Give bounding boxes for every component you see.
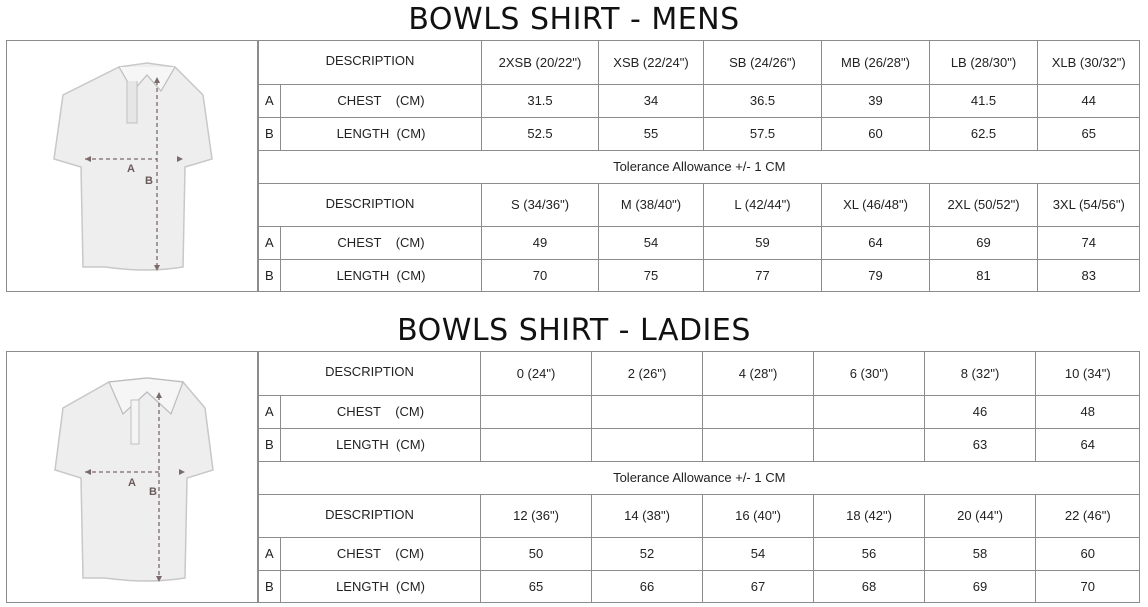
size-header: XLB (30/32") — [1038, 41, 1140, 84]
size-header: 18 (42") — [814, 494, 925, 537]
ladies-size-chart — [6, 351, 1140, 603]
table-header-row — [259, 183, 1140, 226]
measure-b-label: B — [145, 175, 153, 187]
table-cell: 75 — [599, 259, 704, 292]
table-cell: 74 — [1038, 226, 1140, 259]
table-cell — [814, 395, 925, 428]
size-header: 4 (28") — [703, 352, 814, 395]
table-row — [259, 537, 1140, 570]
table-cell: 69 — [925, 570, 1036, 603]
row-label: CHEST (CM) — [281, 84, 482, 117]
table-cell: 64 — [1036, 428, 1140, 461]
row-label: LENGTH (CM) — [281, 570, 481, 603]
table-cell: 60 — [822, 117, 930, 150]
row-letter: A — [259, 226, 281, 259]
row-label: CHEST (CM) — [281, 537, 481, 570]
table-row — [259, 570, 1140, 603]
table-cell: 56 — [814, 537, 925, 570]
table-header-row — [259, 41, 1140, 84]
size-header: 2 (26") — [592, 352, 703, 395]
table-cell: 59 — [704, 226, 822, 259]
mens-size-table — [258, 41, 1140, 292]
ladies-title: BOWLS SHIRT - LADIES — [397, 313, 751, 348]
row-label: LENGTH (CM) — [281, 428, 481, 461]
table-cell: 48 — [1036, 395, 1140, 428]
table-cell: 64 — [822, 226, 930, 259]
size-header: XSB (22/24") — [599, 41, 704, 84]
table-cell: 44 — [1038, 84, 1140, 117]
table-cell: 66 — [592, 570, 703, 603]
row-letter: A — [259, 395, 281, 428]
tolerance-note: Tolerance Allowance +/- 1 CM — [259, 150, 1140, 183]
size-header: 22 (46") — [1036, 494, 1140, 537]
row-letter: B — [259, 117, 281, 150]
row-label: LENGTH (CM) — [281, 117, 482, 150]
table-cell: 65 — [481, 570, 592, 603]
table-cell — [481, 395, 592, 428]
description-header: DESCRIPTION — [259, 352, 481, 395]
mens-title: BOWLS SHIRT - MENS — [408, 2, 740, 37]
table-cell: 57.5 — [704, 117, 822, 150]
measure-a-label: A — [127, 163, 135, 175]
tolerance-note: Tolerance Allowance +/- 1 CM — [259, 461, 1140, 494]
polo-shirt-illustration — [7, 41, 257, 291]
table-cell: 67 — [703, 570, 814, 603]
table-cell — [814, 428, 925, 461]
table-cell: 34 — [599, 84, 704, 117]
size-header: M (38/40") — [599, 183, 704, 226]
row-letter: B — [259, 570, 281, 603]
row-letter: B — [259, 259, 281, 292]
table-cell: 49 — [482, 226, 599, 259]
table-cell: 83 — [1038, 259, 1140, 292]
table-cell: 41.5 — [930, 84, 1038, 117]
table-cell: 77 — [704, 259, 822, 292]
size-header: LB (28/30") — [930, 41, 1038, 84]
table-cell: 46 — [925, 395, 1036, 428]
table-cell: 70 — [1036, 570, 1140, 603]
table-header-row — [259, 494, 1140, 537]
table-row — [259, 84, 1140, 117]
table-cell: 52 — [592, 537, 703, 570]
size-header: 20 (44") — [925, 494, 1036, 537]
mens-shirt-image — [7, 41, 258, 291]
row-letter: B — [259, 428, 281, 461]
tolerance-row — [259, 150, 1140, 183]
row-label: LENGTH (CM) — [281, 259, 482, 292]
size-header: 2XL (50/52") — [930, 183, 1038, 226]
table-cell: 58 — [925, 537, 1036, 570]
measure-b-label: B — [149, 486, 157, 498]
table-row — [259, 259, 1140, 292]
table-cell: 39 — [822, 84, 930, 117]
size-header: 14 (38") — [592, 494, 703, 537]
table-cell — [592, 395, 703, 428]
description-header: DESCRIPTION — [259, 41, 482, 84]
table-cell: 52.5 — [482, 117, 599, 150]
ladies-shirt-image — [7, 352, 258, 602]
table-cell: 65 — [1038, 117, 1140, 150]
table-cell: 31.5 — [482, 84, 599, 117]
table-cell: 54 — [703, 537, 814, 570]
size-header: 0 (24") — [481, 352, 592, 395]
row-letter: A — [259, 84, 281, 117]
row-letter: A — [259, 537, 281, 570]
table-cell: 55 — [599, 117, 704, 150]
table-cell: 70 — [482, 259, 599, 292]
size-header: 10 (34") — [1036, 352, 1140, 395]
table-cell: 63 — [925, 428, 1036, 461]
row-label: CHEST (CM) — [281, 395, 481, 428]
table-cell: 54 — [599, 226, 704, 259]
description-header: DESCRIPTION — [259, 183, 482, 226]
size-header: 16 (40") — [703, 494, 814, 537]
tolerance-row — [259, 461, 1140, 494]
table-cell — [703, 428, 814, 461]
table-cell: 50 — [481, 537, 592, 570]
table-row — [259, 395, 1140, 428]
ladies-size-table — [258, 352, 1140, 603]
size-header: XL (46/48") — [822, 183, 930, 226]
size-header: 6 (30") — [814, 352, 925, 395]
measure-a-label: A — [128, 477, 136, 489]
table-cell: 81 — [930, 259, 1038, 292]
table-cell: 62.5 — [930, 117, 1038, 150]
size-header: MB (26/28") — [822, 41, 930, 84]
size-header: S (34/36") — [482, 183, 599, 226]
table-cell — [592, 428, 703, 461]
size-header: 8 (32") — [925, 352, 1036, 395]
size-header: 12 (36") — [481, 494, 592, 537]
size-header: L (42/44") — [704, 183, 822, 226]
table-cell: 36.5 — [704, 84, 822, 117]
mens-size-chart — [6, 40, 1140, 292]
size-header: SB (24/26") — [704, 41, 822, 84]
table-header-row — [259, 352, 1140, 395]
size-header: 2XSB (20/22") — [482, 41, 599, 84]
table-cell: 60 — [1036, 537, 1140, 570]
table-row — [259, 428, 1140, 461]
row-label: CHEST (CM) — [281, 226, 482, 259]
table-cell — [703, 395, 814, 428]
table-cell: 68 — [814, 570, 925, 603]
table-row — [259, 117, 1140, 150]
table-row — [259, 226, 1140, 259]
table-cell: 79 — [822, 259, 930, 292]
size-header: 3XL (54/56") — [1038, 183, 1140, 226]
description-header: DESCRIPTION — [259, 494, 481, 537]
polo-shirt-illustration — [7, 352, 257, 602]
table-cell: 69 — [930, 226, 1038, 259]
table-cell — [481, 428, 592, 461]
